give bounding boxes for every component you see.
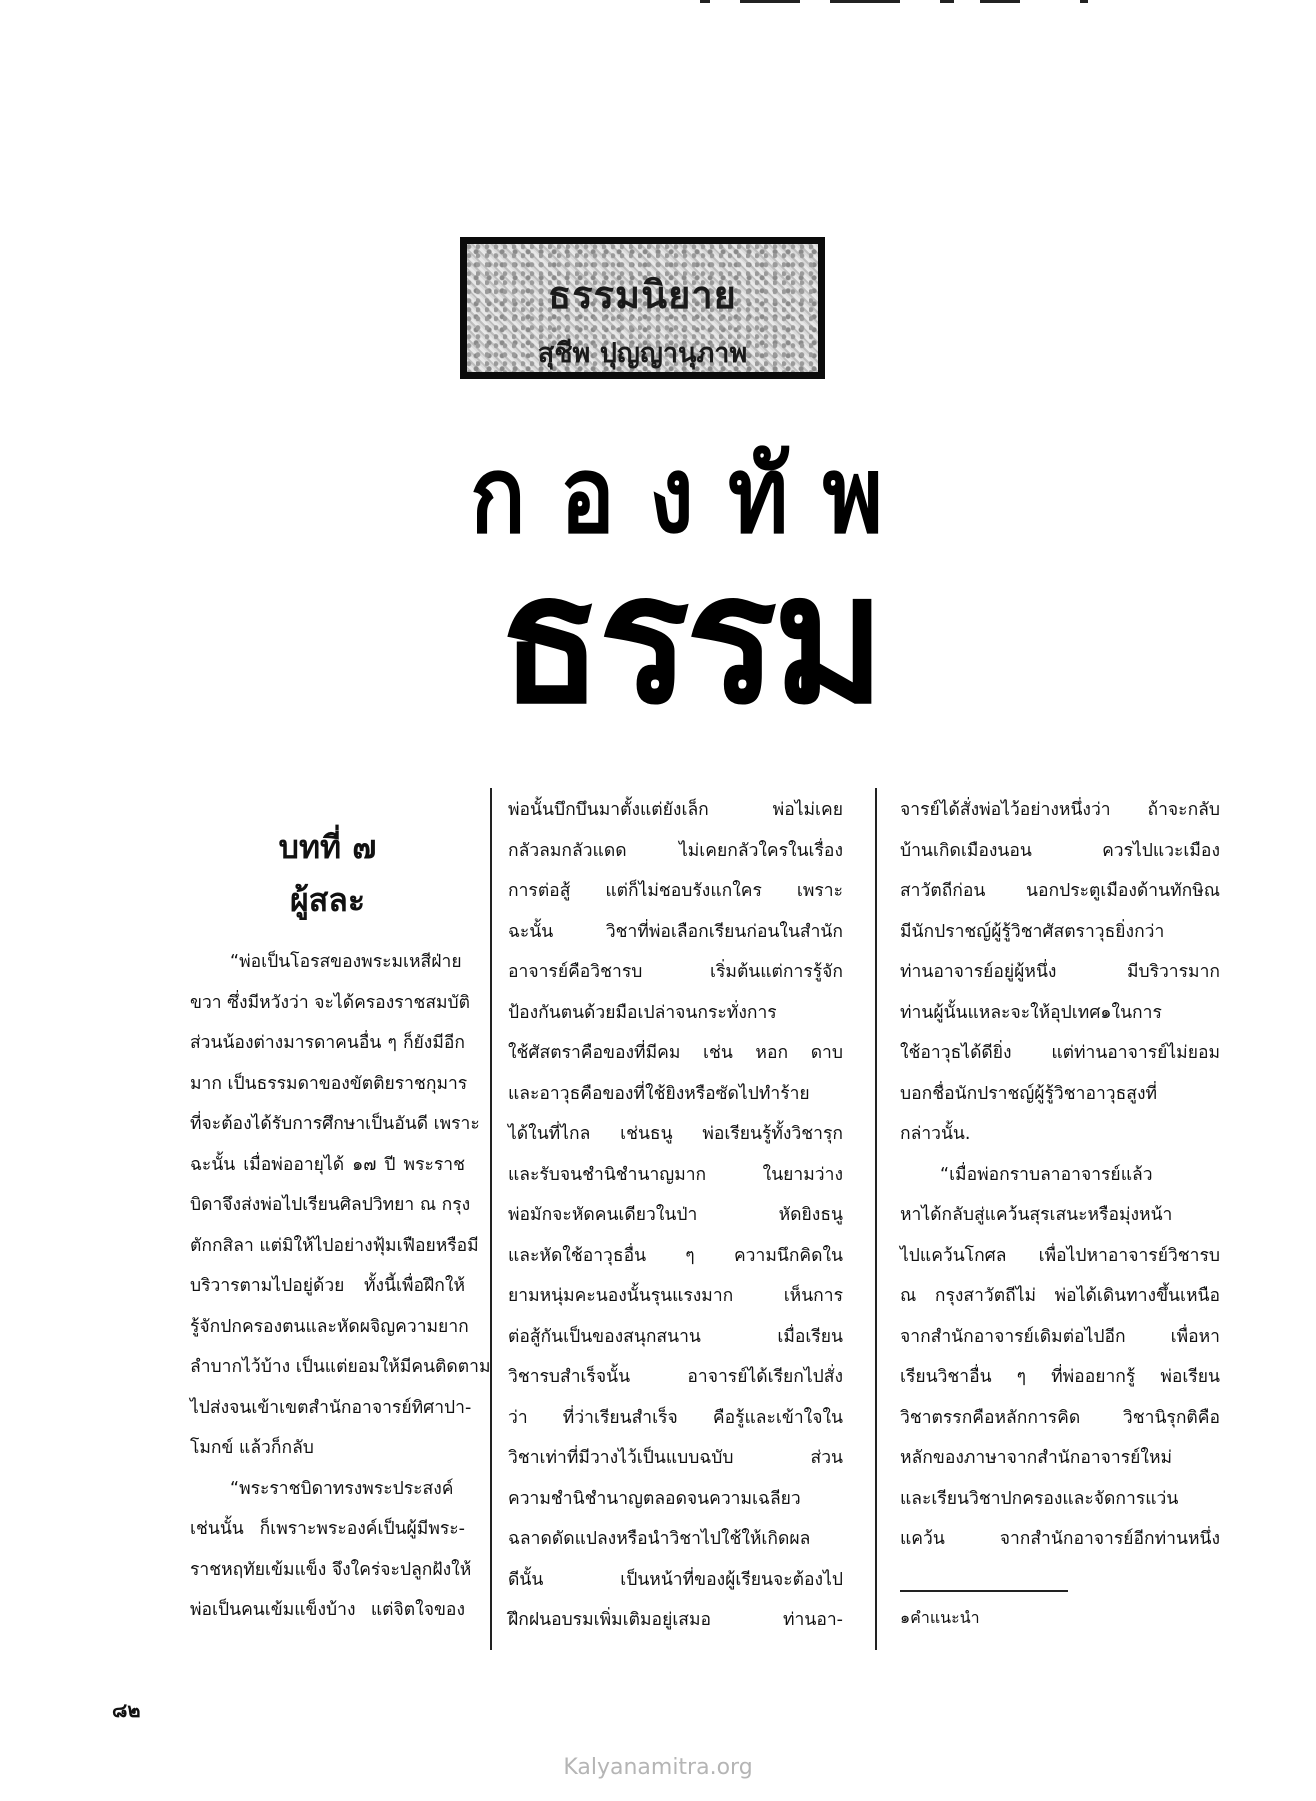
text-line: พ่อเป็นคนเข้มแข็งบ้าง แต่จิตใจของ [190, 1600, 465, 1620]
text-line: ดีนั้น เป็นหน้าที่ของผู้เรียนจะต้องไป [508, 1569, 843, 1590]
page-number: ๘๒ [112, 1698, 141, 1722]
text-line: ป้องกันตนด้วยมือเปล่าจนกระทั่งการ [508, 1002, 777, 1023]
text-column-2 [508, 790, 843, 1641]
text-line: วิชาเท่าที่มีวางไว้เป็นแบบฉบับ ส่วน [508, 1448, 843, 1468]
text-line: รู้จักปกครองตนและหัดผจิญความยาก [190, 1316, 469, 1337]
text-line: กล่าวนั้น. [900, 1124, 971, 1144]
text-line: ไปแคว้นโกศล เพื่อไปหาอาจารย์วิชารบ [900, 1245, 1220, 1266]
text-line: ยามหนุ่มคะนองนั้นรุนแรงมาก เห็นการ [508, 1286, 843, 1306]
text-line: ใช้ศัสตราคือของที่มีคม เช่น หอก ดาบ [508, 1043, 843, 1063]
author-name: สุชีพ ปุญญานุภาพ [537, 338, 748, 369]
text-line: ณ กรุงสาวัตถีไม่ พ่อได้เดินทางขึ้นเหนือ [900, 1286, 1220, 1306]
text-line: บอกชื่อนักปราชญ์ผู้รู้วิชาอาวุธสูงที่ [900, 1083, 1158, 1104]
text-line: ฝึกฝนอบรมเพิ่มเติมอยู่เสมอ ท่านอา- [508, 1610, 843, 1630]
text-line: และอาวุธคือของที่ใช้ยิงหรือซัดไปทำร้าย [508, 1083, 810, 1104]
text-line: ท่านอาจารย์อยู่ผู้หนึ่ง มีบริวารมาก [900, 962, 1220, 982]
text-column-3 [900, 790, 1220, 1560]
footnote: ๑คำแนะนำ [900, 1608, 980, 1627]
text-line: มีนักปราชญ์ผู้รู้วิชาศัสตราวุธยิ่งกว่า [900, 921, 1165, 942]
text-line: ได้ในที่ไกล เช่นธนู พ่อเรียนรู้ทั้งวิชารุก [508, 1124, 843, 1144]
top-scan-marks [700, 0, 1120, 8]
text-line: จากสำนักอาจารย์เดิมต่อไปอีก เพื่อหา [900, 1326, 1220, 1347]
text-line: เช่นนั้น ก็เพราะพระองค์เป็นผู้มีพระ- [190, 1519, 465, 1539]
text-line: ที่จะต้องได้รับการศึกษาเป็นอันดี เพราะ [190, 1114, 480, 1134]
text-line: จารย์ได้สั่งพ่อไว้อย่างหนึ่งว่า ถ้าจะกลับ [900, 800, 1220, 820]
text-line: บ้านเกิดเมืองนอน ควรไปแวะเมือง [900, 840, 1220, 861]
text-line: ไปส่งจนเข้าเขตสำนักอาจารย์ทิศาปา- [190, 1397, 472, 1418]
series-title: ธรรมนิยาย [548, 272, 737, 317]
text-line: ต่อสู้กันเป็นของสนุกสนาน เมื่อเรียน [508, 1326, 843, 1347]
text-line: บริวารตามไปอยู่ด้วย ทั้งนี้เพื่อฝึกให้ [190, 1276, 465, 1296]
text-line: พ่อมักจะหัดคนเดียวในป่า หัดยิงธนู [508, 1205, 843, 1225]
footnote-rule [900, 1590, 1068, 1592]
text-line: ใช้อาวุธได้ดียิ่ง แต่ท่านอาจารย์ไม่ยอม [900, 1043, 1220, 1063]
text-line: ลำบากไว้บ้าง เป็นแต่ยอมให้มีคนติดตาม [190, 1357, 491, 1377]
text-line: ฉลาดดัดแปลงหรือนำวิชาไปใช้ให้เกิดผล [508, 1529, 811, 1549]
text-line: ว่า ที่ว่าเรียนสำเร็จ คือรู้และเข้าใจใน [508, 1407, 843, 1428]
text-line: หลักของภาษาจากสำนักอาจารย์ใหม่ [900, 1448, 1173, 1468]
text-line: มาก เป็นธรรมดาของขัตติยราชกุมาร [190, 1073, 468, 1094]
text-line: ฉะนั้น วิชาที่พ่อเลือกเรียนก่อนในสำนัก [508, 921, 843, 942]
text-line: อาจารย์คือวิชารบ เริ่มต้นแต่การรู้จัก [508, 962, 843, 982]
text-column-1 [190, 942, 491, 1631]
chapter-name: ผู้สละ [289, 881, 366, 919]
text-line: ขวา ซึ่งมีหวังว่า จะได้ครองราชสมบัติ [190, 992, 471, 1013]
text-line: ท่านผู้นั้นแหละจะให้อุปเทศ๑ในการ [900, 1002, 1162, 1023]
text-line: กลัวลมกลัวแดด ไม่เคยกลัวใครในเรื่อง [508, 840, 843, 861]
text-line: วิชาตรรกคือหลักการคิด วิชานิรุกติคือ [900, 1407, 1220, 1428]
chapter-number: บทที่ ๗ [278, 828, 377, 866]
column-divider [490, 788, 492, 1650]
text-line: ฉะนั้น เมื่อพ่ออายุได้ ๑๗ ปี พระราช [190, 1154, 465, 1175]
text-line: ส่วนน้องต่างมารดาคนอื่น ๆ ก็ยังมีอีก [190, 1033, 465, 1053]
text-line: และเรียนวิชาปกครองและจัดการแว่น [900, 1488, 1179, 1509]
text-line: ตักกสิลา แต่มิให้ไปอย่างฟุ้มเฟือยหรือมี [190, 1235, 479, 1256]
text-line: บิดาจึงส่งพ่อไปเรียนศิลปวิทยา ณ กรุง [190, 1195, 471, 1215]
text-line: แคว้น จากสำนักอาจารย์อีกท่านหนึ่ง [900, 1529, 1220, 1549]
text-line: พ่อนั้นบึกบึนมาตั้งแต่ยังเล็ก พ่อไม่เคย [508, 800, 843, 820]
watermark: Kalyanamitra.org [563, 1755, 753, 1780]
text-line: ความชำนิชำนาญตลอดจนความเฉลียว [508, 1488, 801, 1509]
text-line: หาได้กลับสู่แคว้นสุรเสนะหรือมุ่งหน้า [900, 1205, 1173, 1225]
text-line: และรับจนชำนิชำนาญมาก ในยามว่าง [508, 1164, 843, 1185]
column-divider [875, 788, 877, 1650]
story-title-line2: ธรรม [498, 536, 882, 744]
text-line: โมกข์ แล้วก็กลับ [190, 1438, 314, 1458]
text-line: และหัดใช้อาวุธอื่น ๆ ความนึกคิดใน [508, 1245, 843, 1266]
text-line: สาวัตถีก่อน นอกประตูเมืองด้านทักษิณ [900, 881, 1220, 901]
text-line: “พ่อเป็นโอรสของพระมเหสีฝ่าย [230, 952, 462, 972]
story-title-line1: กองทัพ [470, 433, 918, 557]
text-line: “พระราชบิดาทรงพระประสงค์ [230, 1478, 454, 1499]
series-banner [460, 237, 825, 379]
text-line: เรียนวิชาอื่น ๆ ที่พ่ออยากรู้ พ่อเรียน [900, 1367, 1220, 1387]
text-line: วิชารบสำเร็จนั้น อาจารย์ได้เรียกไปสั่ง [508, 1367, 843, 1387]
text-line: ราชหฤทัยเข้มแข็ง จึงใคร่จะปลูกฝังให้ [190, 1559, 472, 1580]
text-line: “เมื่อพ่อกราบลาอาจารย์แล้ว [940, 1164, 1153, 1185]
text-line: การต่อสู้ แต่ก็ไม่ชอบรังแกใคร เพราะ [508, 881, 843, 901]
